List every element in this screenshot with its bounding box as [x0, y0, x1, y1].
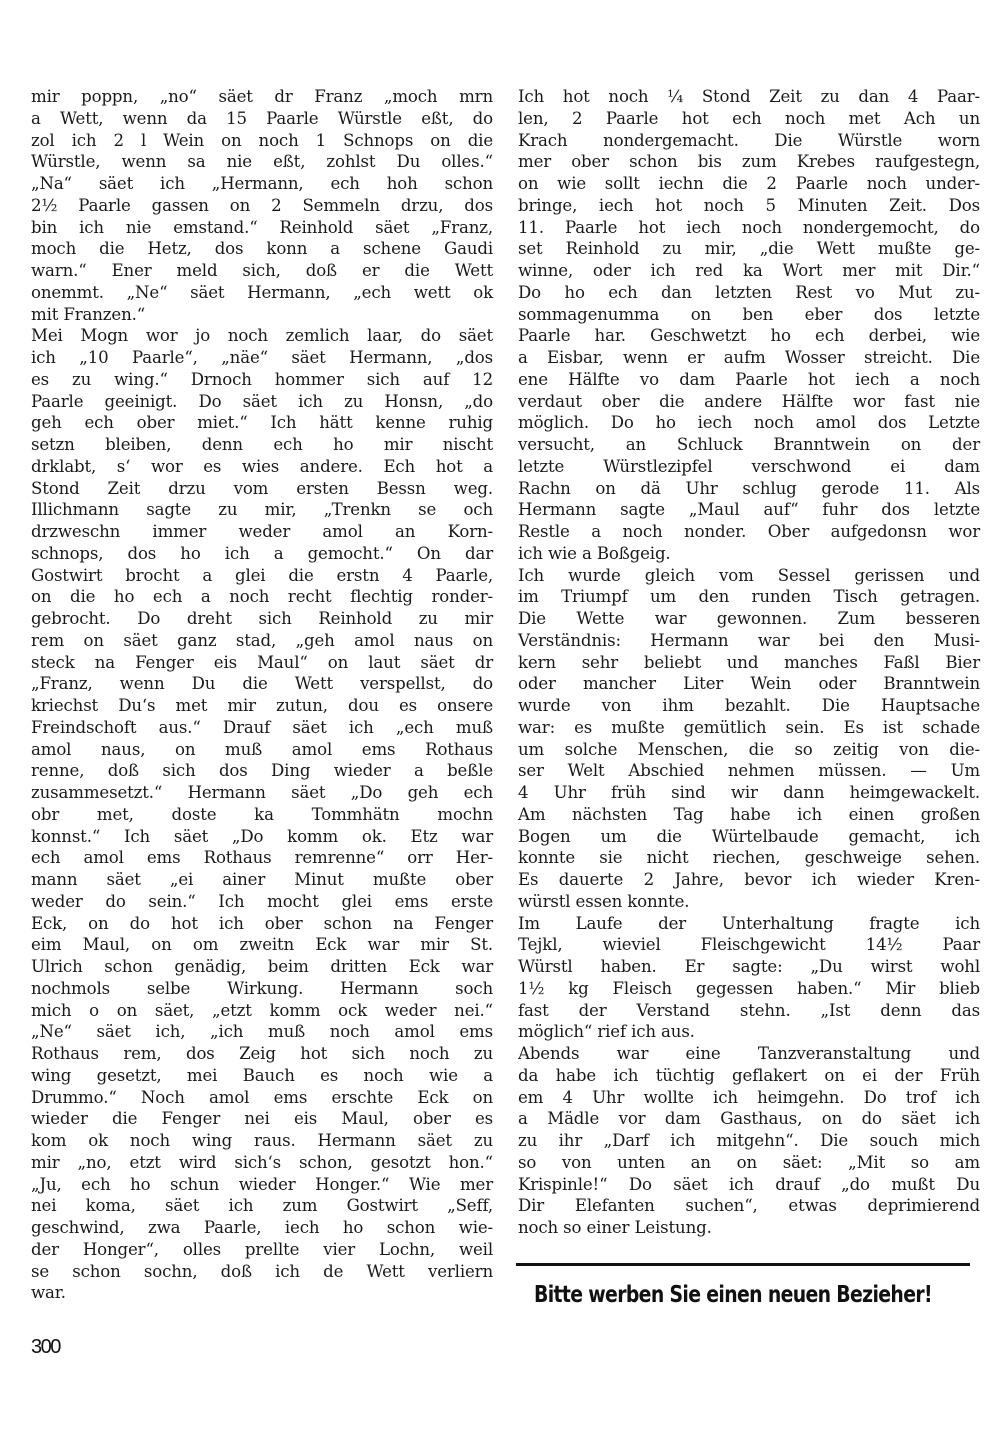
text-line: on wie sollt iechn die 2 Paarle noch under- [518, 174, 980, 193]
text-line: Rachn on dä Uhr schlug gerode 11. Als [518, 478, 980, 498]
text-line: verdaut ober die andere Hälfte wor fast nie [518, 391, 980, 411]
text-line: ene Hälfte vo dam Paarle hot iech a noch [518, 369, 980, 389]
text-line: mann säet „ei ainer Minut mußte ober [31, 870, 493, 889]
text-line: zusammesetzt.“ Hermann säet „Do geh ech [31, 783, 493, 802]
text-line: onemmt. „Ne“ säet Hermann, „ech wett ok [31, 282, 493, 302]
text-line: Tejkl, wieviel Fleischgewicht 14½ Paar [518, 935, 980, 955]
text-line: „Ju, ech ho schun wieder Honger.“ Wie mer [31, 1174, 493, 1194]
text-line: Krispinle!“ Do säet ich drauf „do mußt Du [518, 1174, 980, 1194]
text-line: drzweschn immer weder amol an Korn- [31, 522, 493, 541]
text-line: se schon sochn, doß ich de Wett verliern [31, 1261, 493, 1281]
text-line: rem on säet ganz stad, „geh amol naus on [31, 630, 493, 650]
text-line: mer ober schon bis zum Krebes raufgestegn, [518, 152, 980, 172]
text-line: Illichmann sagte zu mir, „Trenkn se och [31, 500, 493, 520]
text-line: a Eisbar, wenn er aufm Wosser streicht. Die [518, 348, 980, 367]
right-column [518, 86, 980, 1239]
text-line: Würstl haben. Er sagte: „Du wirst wohl [518, 957, 980, 976]
text-line: moch die Hetz, dos konn a schene Gaudi [31, 239, 493, 259]
text-line: es zu wing.“ Drnoch hommer sich auf 12 [31, 369, 493, 389]
text-line: gebrocht. Do dreht sich Reinhold zu mir [31, 609, 493, 628]
text-line: wieder die Fenger nei eis Maul, ober es [31, 1109, 493, 1129]
text-line: renne, doß sich dos Ding wieder a beßle [31, 761, 493, 781]
text-line: ich wie a Boßgeig. [518, 543, 671, 563]
text-line: eim Maul, on om zweitn Eck war mir St. [31, 935, 493, 955]
text-line: amol naus, on muß amol ems Rothaus [31, 739, 493, 759]
text-line: Ulrich schon genädig, beim dritten Eck war [31, 957, 493, 976]
left-column [31, 86, 493, 1304]
text-line: möglich. Do ho iech noch amol dos Letzte [518, 413, 980, 433]
text-line: so von unten an on säet: „Mit so am [518, 1152, 980, 1172]
text-line: kriechst Du‘s met mir zutun, dou es onsere [31, 696, 493, 715]
text-line: bringe, iech hot noch 5 Minuten Zeit. Dos [518, 195, 980, 215]
text-line: wing gesetzt, mei Bauch es noch wie a [31, 1065, 493, 1085]
text-line: versucht, an Schluck Branntwein on der [518, 435, 980, 454]
text-line: Hermann sagte „Maul auf“ fuhr dos letzte [518, 500, 980, 520]
text-line: a Mädle vor dam Gasthaus, on do säet ich [518, 1109, 980, 1129]
text-line: 11. Paarle hot iech noch nondergemocht, do [518, 217, 980, 237]
text-line: „Ne“ säet ich, „ich muß noch amol ems [31, 1022, 493, 1042]
text-line: wurde von ihm bezahlt. Die Hauptsache [518, 696, 980, 715]
text-line: zol ich 2 l Wein on noch 1 Schnops on die [31, 130, 493, 150]
text-line: Ich wurde gleich vom Sessel gerissen und [518, 565, 980, 585]
text-line: konnst.“ Ich säet „Do komm ok. Etz war [31, 826, 493, 846]
text-line: nochmols selbe Wirkung. Hermann soch [31, 978, 493, 998]
subscription-banner: Bitte werben Sie einen neuen Bezieher! [534, 1282, 932, 1308]
text-line: Freindschoft aus.“ Drauf säet ich „ech muß [31, 717, 493, 737]
text-line: würstl essen konnte. [518, 891, 690, 911]
text-line: ich „10 Paarle“, „näe“ säet Hermann, „dos [31, 348, 493, 367]
text-line: Stond Zeit drzu vom ersten Bessn weg. [31, 478, 493, 498]
text-line: schnops, dos ho ich a gemocht.“ On dar [31, 543, 493, 563]
text-line: Bogen um die Würtelbaude gemacht, ich [518, 826, 980, 846]
text-line: möglich“ rief ich aus. [518, 1022, 695, 1042]
text-line: „Na“ säet ich „Hermann, ech hoh schon [31, 174, 493, 193]
text-line: Verständnis: Hermann war bei den Musi- [518, 630, 980, 650]
text-line: zu ihr „Darf ich mitgehn“. Die souch mich [518, 1131, 980, 1150]
text-line: a Wett, wenn da 15 Paarle Würstle eßt, do [31, 108, 493, 128]
text-line: 1½ kg Fleisch gegessen haben.“ Mir blieb [518, 978, 980, 998]
text-line: ser Welt Abschied nehmen müssen. — Um [518, 761, 980, 781]
text-line: war: es mußte gemütlich sein. Es ist schade [518, 717, 980, 737]
text-line: konnte sie nicht riechen, geschweige sehen. [518, 848, 980, 868]
text-line: sommagenumma on ben eber dos letzte [518, 304, 980, 324]
text-line: Paarle har. Geschwetzt ho ech derbei, wie [518, 326, 980, 346]
text-line: setzn bleiben, denn ech ho mir nischt [31, 435, 493, 454]
text-line: weder do sein.“ Ich mocht glei ems erste [31, 891, 493, 911]
text-line: em 4 Uhr wollte ich heimgehn. Do trof ich [518, 1087, 980, 1107]
text-line: Rothaus rem, dos Zeig hot sich noch zu [31, 1044, 493, 1063]
text-line: da habe ich tüchtig geflakert on ei der Früh [518, 1065, 980, 1085]
text-line: Do ho ech dan letzten Rest vo Mut zu- [518, 282, 980, 302]
text-line: Ich hot noch ¼ Stond Zeit zu dan 4 Paar- [518, 87, 980, 106]
text-line: Mei Mogn wor jo noch zemlich laar, do säet [31, 326, 493, 346]
text-line: noch so einer Leistung. [518, 1218, 712, 1237]
text-line: ech amol ems Rothaus remrenne“ orr Her- [31, 848, 493, 868]
text-line: der Honger“, olles prellte vier Lochn, weil [31, 1239, 493, 1259]
text-line: Drummo.“ Noch amol ems erschte Eck on [31, 1087, 493, 1107]
text-line: nei koma, säet ich zum Gostwirt „Seff, [31, 1196, 493, 1216]
text-line: letzte Würstlezipfel verschwond ei dam [518, 456, 980, 476]
text-line: warn.“ Ener meld sich, doß er die Wett [31, 261, 493, 280]
text-line: Gostwirt brocht a glei die erstn 4 Paarle, [31, 565, 493, 585]
text-line: mich o on säet, „etzt komm ock weder nei.“ [31, 1000, 493, 1020]
text-line: um solche Menschen, die so zeitig von die- [518, 739, 980, 759]
text-line: bin ich nie emstand.“ Reinhold säet „Franz, [31, 217, 493, 237]
text-line: mir poppn, „no“ säet dr Franz „moch mrn [31, 87, 493, 106]
text-line: Abends war eine Tanzveranstaltung und [518, 1044, 980, 1063]
page-number: 300 [31, 1336, 60, 1358]
text-line: winne, oder ich red ka Wort mer mit Dir.“ [518, 261, 980, 280]
text-line: mit Franzen.“ [31, 304, 146, 324]
divider-rule [516, 1263, 970, 1266]
text-line: obr met, doste ka Tommhätn mochn [31, 804, 493, 824]
text-line: war. [31, 1283, 66, 1303]
text-line: drklabt, s‘ wor es wies andere. Ech hot a [31, 456, 493, 476]
text-line: Im Laufe der Unterhaltung fragte ich [518, 913, 980, 933]
text-line: Eck, on do hot ich ober schon na Fenger [31, 913, 493, 933]
text-line: Krach nondergemacht. Die Würstle worn [518, 130, 980, 150]
text-line: „Franz, wenn Du die Wett verspellst, do [31, 674, 493, 694]
text-line: kom ok noch wing raus. Hermann säet zu [31, 1131, 493, 1150]
text-line: Paarle geeinigt. Do säet ich zu Honsn, „do [31, 391, 493, 411]
text-line: kern sehr beliebt und manches Faßl Bier [518, 652, 980, 672]
text-line: set Reinhold zu mir, „die Wett mußte ge- [518, 239, 980, 259]
text-line: Restle a noch nonder. Ober aufgedonsn wor [518, 522, 980, 541]
text-line: Dir Elefanten suchen“, etwas deprimierend [518, 1196, 980, 1216]
text-line: geschwind, zwa Paarle, iech ho schon wie- [31, 1218, 493, 1237]
text-line: Würstle, wenn sa nie eßt, zohlst Du olles.“ [31, 152, 493, 172]
text-line: Es dauerte 2 Jahre, bevor ich wieder Kren- [518, 870, 980, 889]
text-line: 4 Uhr früh sind wir dann heimgewackelt. [518, 783, 980, 802]
text-line: mir „no, etzt wird sich‘s schon, gesotzt hon.“ [31, 1152, 493, 1172]
text-line: oder mancher Liter Wein oder Branntwein [518, 674, 980, 694]
text-line: Am nächsten Tag habe ich einen großen [518, 804, 980, 824]
text-line: fast der Verstand stehn. „Ist denn das [518, 1000, 980, 1020]
text-line: 2½ Paarle gassen on 2 Semmeln drzu, dos [31, 195, 493, 215]
text-line: on die ho ech a noch recht flechtig ronder- [31, 587, 493, 607]
text-line: geh ech ober miet.“ Ich hätt kenne ruhig [31, 413, 493, 433]
text-line: len, 2 Paarle hot ech noch met Ach un [518, 108, 980, 128]
text-line: Die Wette war gewonnen. Zum besseren [518, 609, 980, 628]
text-line: steck na Fenger eis Maul“ on laut säet dr [31, 652, 493, 672]
text-line: im Triumpf um den runden Tisch getragen. [518, 587, 980, 607]
